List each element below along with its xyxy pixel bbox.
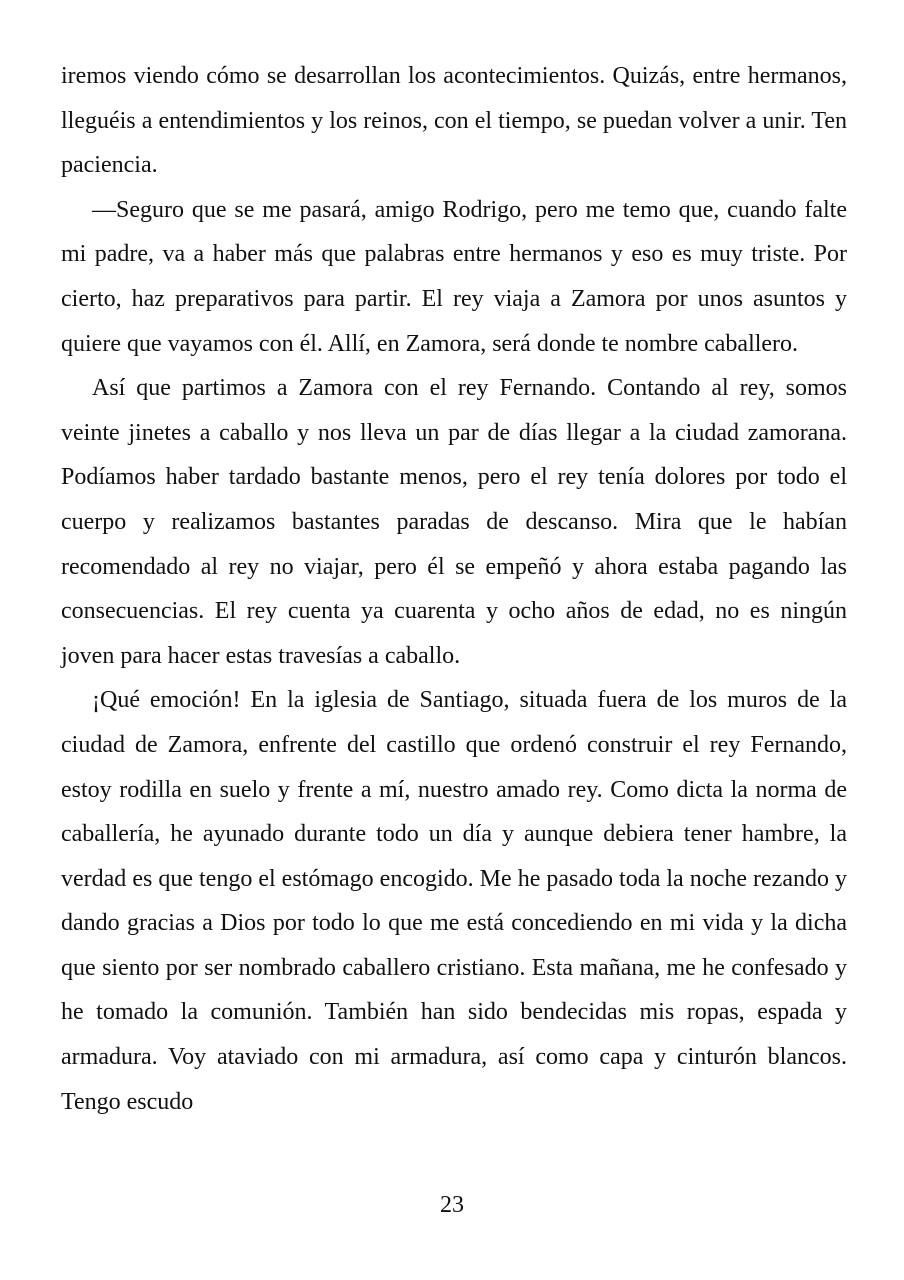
paragraph-continuation: iremos viendo cómo se desarrollan los acontecimientos. Quizás, entre hermanos, lleguéis a entendimientos y los reinos, con el tiempo, se puedan volver a unir. Ten paciencia. [61,63,847,179]
paragraph-ceremony: ¡Qué emoción! En la iglesia de Santiago, situada fuera de los muros de la ciudad de Zamora, enfrente del castillo que ordenó construir el rey Fernando, estoy rodilla en suelo y frente a mí, nuestro amado rey. Como dicta la norma de caballería, he ayunado durante todo un día y aunque debiera tener hambre, la verdad es que tengo el estómago encogido. Me he pasado toda la noche rezando y dando gracias a Dios por todo lo que me está concediendo en mi vida y la dicha que siento por ser nombrado caballero cristiano. Esta mañana, me he confesado y he tomado la comunión. También han sido bendecidas mis ropas, espada y armadura. Voy ataviado con mi armadura, así como capa y cinturón blancos. Tengo escudo [61,687,847,1115]
page-number: 23 [440,1192,464,1218]
page-body [61,54,847,1124]
paragraph-journey: Así que partimos a Zamora con el rey Fernando. Contando al rey, somos veinte jinetes a caballo y nos lleva un par de días llegar a la ciudad zamorana. Podíamos haber tardado bastante menos, pero el rey tenía dolores por todo el cuerpo y realizamos bastantes paradas de descanso. Mira que le habían recomendado al rey no viajar, pero él se empeñó y ahora estaba pagando las consecuencias. El rey cuenta ya cuarenta y ocho años de edad, no es ningún joven para hacer estas travesías a caballo. [61,375,847,669]
paragraph-dialogue: —Seguro que se me pasará, amigo Rodrigo, pero me temo que, cuando falte mi padre, va a haber más que palabras entre hermanos y eso es muy triste. Por cierto, haz preparativos para partir. El rey viaja a Zamora por unos asuntos y quiere que vayamos con él. Allí, en Zamora, será donde te nombre caballero. [61,196,847,357]
